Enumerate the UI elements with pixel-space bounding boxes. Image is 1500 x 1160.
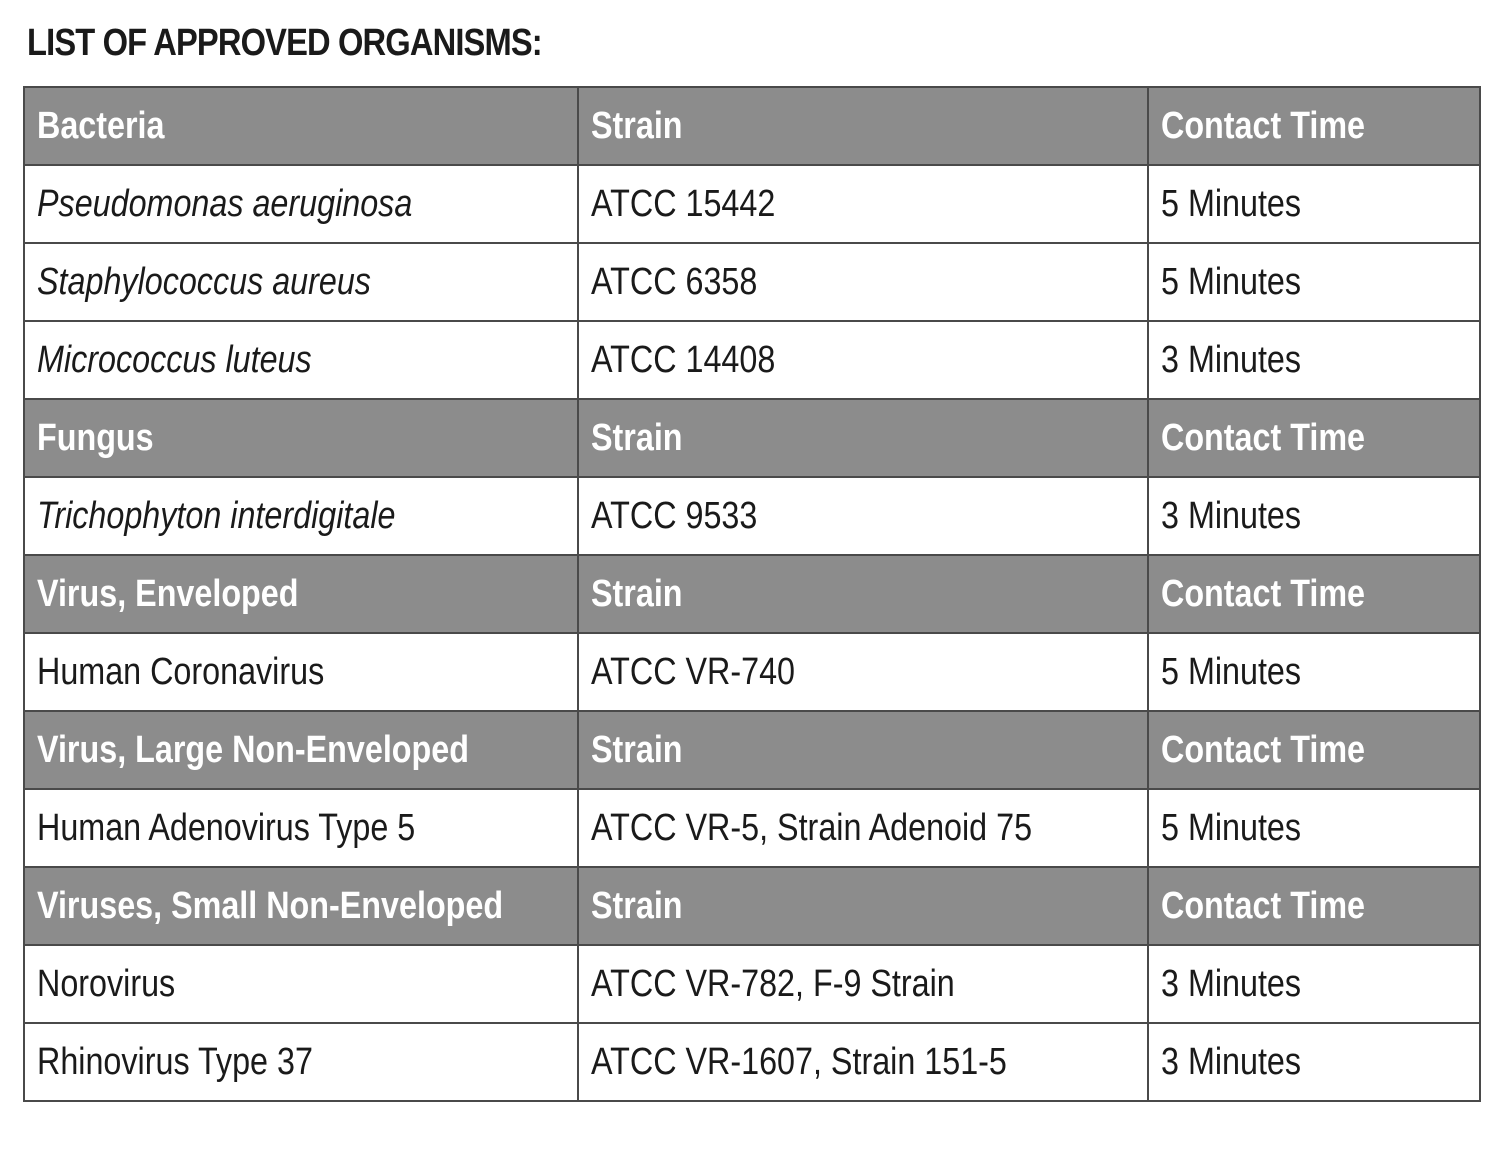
organism-strain: ATCC VR-740	[578, 633, 1148, 711]
organism-contact-time: 3 Minutes	[1148, 321, 1480, 399]
organism-contact-time: 5 Minutes	[1148, 243, 1480, 321]
organism-name: Rhinovirus Type 37	[24, 1023, 578, 1101]
section-header-virus-large-non-enveloped	[24, 711, 1480, 789]
strain-header: Strain	[578, 711, 1148, 789]
organism-strain: ATCC VR-1607, Strain 151-5	[578, 1023, 1148, 1101]
strain-header: Strain	[578, 87, 1148, 165]
strain-header: Strain	[578, 555, 1148, 633]
contact-time-header: Contact Time	[1148, 87, 1480, 165]
approved-organisms-table	[23, 86, 1481, 1102]
organism-contact-time: 3 Minutes	[1148, 945, 1480, 1023]
table-row	[24, 633, 1480, 711]
contact-time-header: Contact Time	[1148, 867, 1480, 945]
organism-strain: ATCC 15442	[578, 165, 1148, 243]
organism-strain: ATCC VR-782, F-9 Strain	[578, 945, 1148, 1023]
organism-contact-time: 3 Minutes	[1148, 1023, 1480, 1101]
organism-strain: ATCC 14408	[578, 321, 1148, 399]
table-row	[24, 321, 1480, 399]
table-row	[24, 945, 1480, 1023]
page-title: LIST OF APPROVED ORGANISMS:	[27, 22, 542, 64]
table-row	[24, 789, 1480, 867]
organism-name: Human Coronavirus	[24, 633, 578, 711]
organism-name: Human Adenovirus Type 5	[24, 789, 578, 867]
table-row	[24, 1023, 1480, 1101]
contact-time-header: Contact Time	[1148, 711, 1480, 789]
table-row	[24, 243, 1480, 321]
organism-name: Staphylococcus aureus	[24, 243, 578, 321]
organism-contact-time: 5 Minutes	[1148, 789, 1480, 867]
organism-name: Norovirus	[24, 945, 578, 1023]
table-row	[24, 477, 1480, 555]
contact-time-header: Contact Time	[1148, 399, 1480, 477]
organism-strain: ATCC VR-5, Strain Adenoid 75	[578, 789, 1148, 867]
category-header: Bacteria	[24, 87, 578, 165]
organism-name: Pseudomonas aeruginosa	[24, 165, 578, 243]
strain-header: Strain	[578, 867, 1148, 945]
category-header: Virus, Large Non-Enveloped	[24, 711, 578, 789]
organism-name: Trichophyton interdigitale	[24, 477, 578, 555]
section-header-viruses-small-non-enveloped	[24, 867, 1480, 945]
category-header: Fungus	[24, 399, 578, 477]
organism-strain: ATCC 6358	[578, 243, 1148, 321]
organism-strain: ATCC 9533	[578, 477, 1148, 555]
organism-contact-time: 5 Minutes	[1148, 633, 1480, 711]
section-header-bacteria	[24, 87, 1480, 165]
contact-time-header: Contact Time	[1148, 555, 1480, 633]
table-row	[24, 165, 1480, 243]
strain-header: Strain	[578, 399, 1148, 477]
organism-contact-time: 5 Minutes	[1148, 165, 1480, 243]
organism-name: Micrococcus luteus	[24, 321, 578, 399]
category-header: Virus, Enveloped	[24, 555, 578, 633]
section-header-fungus	[24, 399, 1480, 477]
category-header: Viruses, Small Non-Enveloped	[24, 867, 578, 945]
section-header-virus-enveloped	[24, 555, 1480, 633]
organism-contact-time: 3 Minutes	[1148, 477, 1480, 555]
